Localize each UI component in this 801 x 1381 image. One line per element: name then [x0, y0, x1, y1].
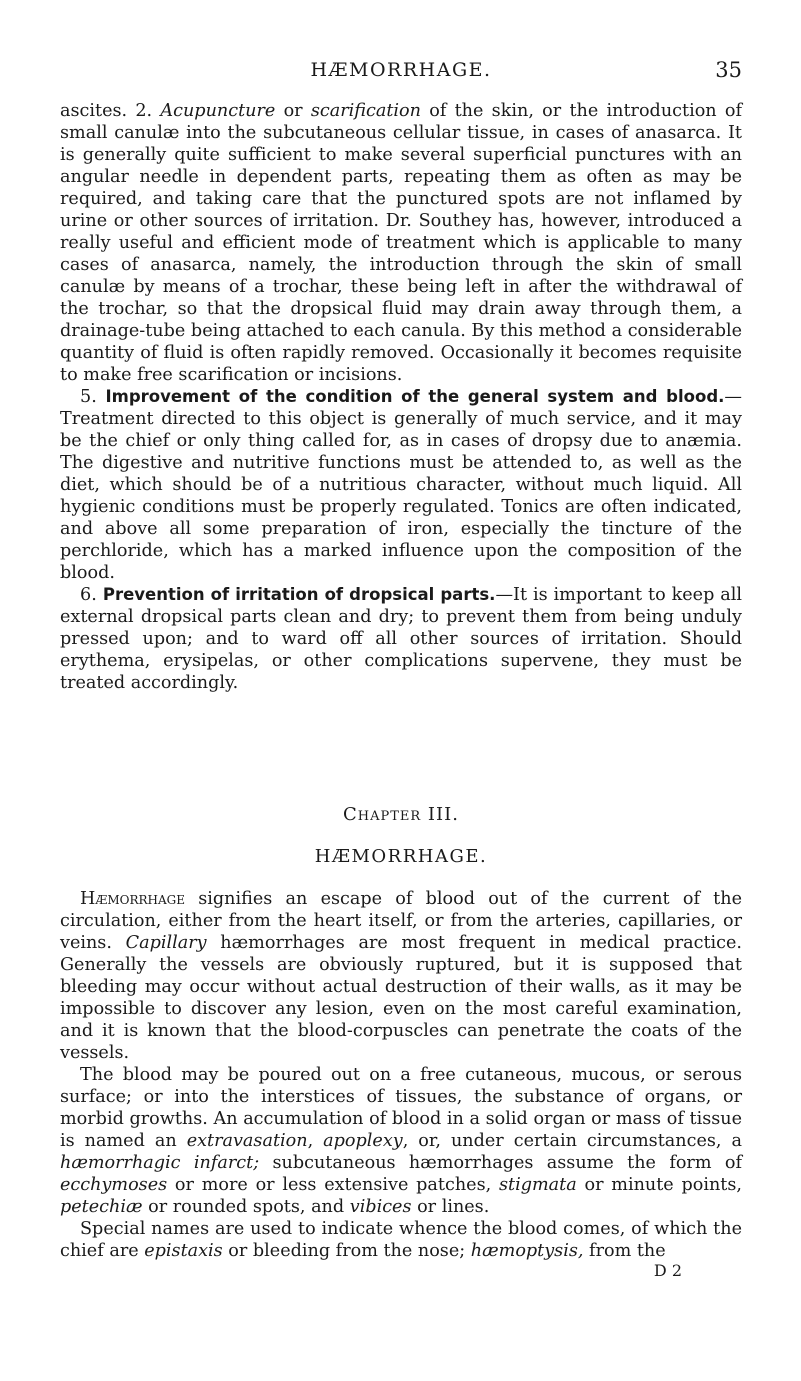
section-heading: Prevention of irritation of dropsical parts.: [96, 585, 496, 604]
running-head: [60, 55, 742, 85]
italic-term: petechiæ: [60, 1197, 143, 1217]
text-span: ascites. 2.: [60, 101, 161, 121]
section-heading: Improvement of the condition of the general system and blood.: [96, 387, 725, 406]
italic-term: apoplexy: [323, 1131, 403, 1151]
italic-term: hæmoptysis,: [470, 1241, 584, 1261]
text-span: —Treatment directed to this object is generally of much service, and it may be the chief or only thing called for, as in cases of dropsy due to anæmia. The digestive and nutritive functions must be attended to, as well as the diet, which should be of a nutritious character, without much liquid. All hygienic conditions must be properly regulated. Tonics are often indicated, and above all some preparation of iron, especially the tincture of the perchloride, which has a marked influence upon the composition of the blood.: [60, 387, 742, 583]
italic-term: Acupuncture: [160, 101, 276, 121]
paragraph-prevention: [60, 584, 742, 694]
item-number: 6.: [80, 585, 97, 605]
text-span: signifies an escape of blood out of the current of the circulation, either from the heart itself, or from the arteries, capillaries, or veins.: [60, 889, 742, 953]
text-span: , or, under certain circumstances, a: [402, 1131, 742, 1151]
text-span: Special names are used to indicate whence the blood comes, of which the chief are: [60, 1219, 742, 1261]
lead-word: Hæmorrhage: [80, 889, 186, 909]
italic-term: Capillary: [125, 933, 207, 953]
text-span: subcutaneous hæmorrhages assume the form of: [259, 1153, 742, 1173]
italic-term: scarification: [310, 101, 421, 121]
italic-term: stigmata: [498, 1175, 577, 1195]
text-span: or rounded spots, and: [142, 1197, 350, 1217]
text-span: of the skin, or the introduction of small canulæ into the subcutaneous cellular tissue, in cases of anasarca. It is generally quite sufficient to make several superficial punctures with an angular needle in dependent parts, repeating them as often as may be required, and taking care that the punctured spots are not inflamed by urine or other sources of irritation. Dr. Southey has, however, introduced a really useful and efficient mode of treatment which is applicable to many cases of anasarca, namely, the introduction through the skin of small canulæ by means of a trochar, these being left in after the withdrawal of the trochar, so that the dropsical fluid may drain away through them, a drainage-tube being attached to each canula. By this method a considerable quantity of fluid is often rapidly removed. Occasionally it becomes requisite to make free scarification or incisions.: [60, 101, 742, 385]
chapter-title: HÆMORRHAGE.: [314, 846, 488, 867]
body-text: [60, 100, 742, 1280]
text-span: or minute points,: [576, 1175, 742, 1195]
italic-term: ecchymoses: [60, 1175, 168, 1195]
chapter-number: Chapter III.: [343, 804, 459, 825]
running-title: HÆMORRHAGE.: [310, 59, 492, 81]
italic-term: extravasation: [186, 1131, 308, 1151]
item-number: 5.: [80, 387, 97, 407]
text-span: hæmorrhages are most frequent in medical practice. Generally the vessels are obviously ruptured, but it is supposed that bleeding may occur without actual destruction of their walls, as it may be impossible to discover any lesion, even on the most careful examination, and it is known that the blood-corpuscles can penetrate the coats of the vessels.: [60, 933, 742, 1063]
paragraph-improvement: [60, 386, 742, 584]
italic-term: vibices: [349, 1197, 412, 1217]
page-number: 35: [715, 58, 742, 82]
paragraph-definition: [60, 888, 742, 1064]
paragraph-acupuncture: [60, 100, 742, 386]
text-span: or bleeding from the nose;: [222, 1241, 471, 1261]
text-span: ,: [307, 1131, 324, 1151]
italic-term: hæmorrhagic infarct;: [60, 1153, 260, 1173]
italic-term: epistaxis: [144, 1241, 223, 1261]
text-span: from the: [583, 1241, 666, 1261]
signature-mark: D 2: [653, 1261, 682, 1280]
text-span: or more or less extensive patches,: [167, 1175, 499, 1195]
paragraph-special-names: [60, 1218, 742, 1262]
text-span: —It is important to keep all external dropsical parts clean and dry; to prevent them from being unduly pressed upon; and to ward off all other sources of irritation. Should erythema, erysipelas, or other complications supervene, they must be treated accordingly.: [60, 585, 742, 693]
text-span: The blood may be poured out on a free cutaneous, mucous, or serous surface; or into the interstices of tissues, the substance of organs, or morbid growths. An accumulation of blood in a solid organ or mass of tissue is named an: [60, 1065, 742, 1151]
text-span: or: [275, 101, 311, 121]
text-span: or lines.: [411, 1197, 490, 1217]
paragraph-sites: [60, 1064, 742, 1218]
